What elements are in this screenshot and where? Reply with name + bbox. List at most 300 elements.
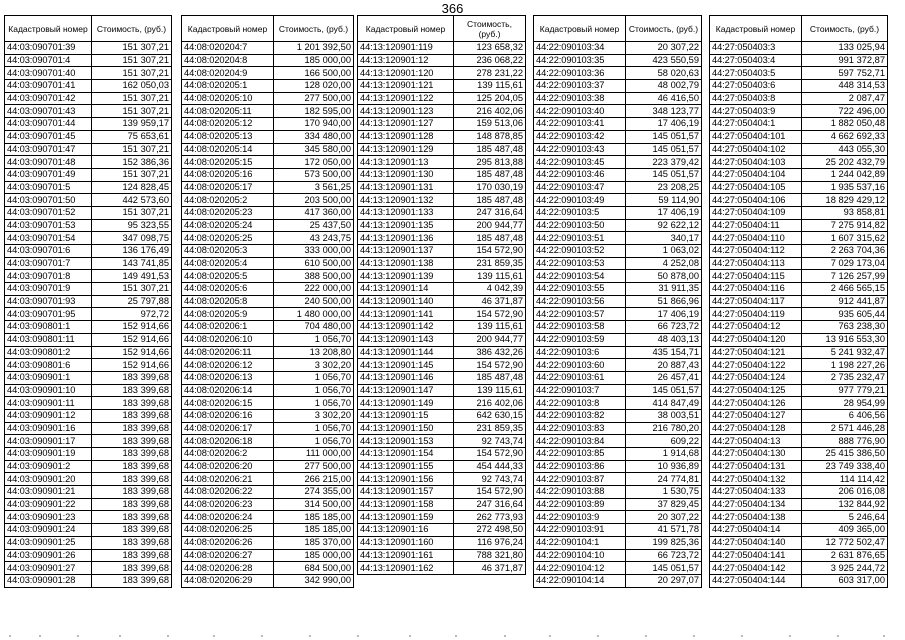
- table-row: [182, 54, 354, 67]
- cadastral-number-cell: 44:13:120901:144: [358, 346, 454, 359]
- cost-cell: 888 776,90: [802, 435, 888, 448]
- cost-cell: 116 976,24: [454, 536, 526, 549]
- cost-cell: 151 307,21: [92, 168, 172, 181]
- cadastral-number-cell: 44:13:120901:147: [358, 384, 454, 397]
- table-row: [182, 181, 354, 194]
- cost-cell: 1 935 537,16: [802, 181, 888, 194]
- cadastral-number-cell: 44:13:120901:146: [358, 371, 454, 384]
- cost-cell: 2 631 876,65: [802, 549, 888, 562]
- cadastral-number-cell: 44:08:020205:9: [182, 308, 274, 321]
- table-row: [710, 549, 888, 562]
- table-row: [710, 308, 888, 321]
- cost-cell: 145 051,57: [626, 130, 702, 143]
- table-row: [182, 574, 354, 587]
- cost-cell: 1 056,70: [274, 371, 354, 384]
- cadastral-number-cell: 44:27:050404:106: [710, 194, 802, 207]
- table-row: [182, 118, 354, 131]
- cost-cell: 13 916 553,30: [802, 333, 888, 346]
- table-row: [358, 168, 526, 181]
- table-row: [5, 232, 172, 245]
- table-row: [534, 498, 702, 511]
- cost-table: [709, 15, 888, 588]
- cost-cell: 151 307,21: [92, 105, 172, 118]
- cadastral-number-cell: 44:03:090701:42: [5, 92, 92, 105]
- cadastral-number-cell: 44:22:090103:7: [534, 384, 626, 397]
- cadastral-number-cell: 44:27:050403:3: [710, 42, 802, 55]
- header-cost: Стоимость, (руб.): [274, 16, 354, 42]
- cadastral-number-cell: 44:13:120901:161: [358, 549, 454, 562]
- cost-cell: 454 444,33: [454, 460, 526, 473]
- cost-cell: 25 202 432,79: [802, 156, 888, 169]
- cost-cell: 95 323,55: [92, 219, 172, 232]
- table-row: [710, 486, 888, 499]
- cost-cell: 145 051,57: [626, 384, 702, 397]
- table-row: [710, 498, 888, 511]
- cost-cell: 151 307,21: [92, 283, 172, 296]
- cadastral-number-cell: 44:08:020205:12: [182, 118, 274, 131]
- table-row: [710, 511, 888, 524]
- cost-cell: 20 297,07: [626, 574, 702, 587]
- cost-cell: 295 813,88: [454, 156, 526, 169]
- table-row: [358, 473, 526, 486]
- table-row: [534, 105, 702, 118]
- cost-cell: 763 238,30: [802, 321, 888, 334]
- cost-cell: 183 399,68: [92, 549, 172, 562]
- cadastral-number-cell: 44:13:120901:131: [358, 181, 454, 194]
- cost-cell: 17 406,19: [626, 118, 702, 131]
- table-row: [5, 346, 172, 359]
- cadastral-number-cell: 44:22:090103:60: [534, 359, 626, 372]
- cost-cell: 125 204,05: [454, 92, 526, 105]
- table-row: [358, 524, 526, 537]
- table-row: [182, 232, 354, 245]
- table-row: [358, 42, 526, 55]
- cadastral-number-cell: 44:22:090103:53: [534, 257, 626, 270]
- cost-cell: 145 051,57: [626, 562, 702, 575]
- cost-cell: 123 658,32: [454, 42, 526, 55]
- cadastral-number-cell: 44:08:020205:5: [182, 270, 274, 283]
- cadastral-number-cell: 44:22:090103:38: [534, 92, 626, 105]
- table-row: [534, 118, 702, 131]
- table-row: [710, 283, 888, 296]
- table-row: [5, 486, 172, 499]
- cadastral-number-cell: 44:08:020206:13: [182, 371, 274, 384]
- table-row: [182, 473, 354, 486]
- table-row: [5, 435, 172, 448]
- cost-cell: 442 573,60: [92, 194, 172, 207]
- table-row: [534, 92, 702, 105]
- cost-cell: 3 925 244,72: [802, 562, 888, 575]
- table-row: [182, 486, 354, 499]
- cost-cell: 443 055,30: [802, 143, 888, 156]
- table-row: [534, 168, 702, 181]
- table-row: [5, 359, 172, 372]
- table-row: [5, 156, 172, 169]
- table-row: [182, 435, 354, 448]
- cadastral-number-cell: 44:08:020205:25: [182, 232, 274, 245]
- cadastral-number-cell: 44:22:090103:83: [534, 422, 626, 435]
- cost-cell: 240 500,00: [274, 295, 354, 308]
- cadastral-number-cell: 44:22:090103:55: [534, 283, 626, 296]
- cost-cell: 133 025,94: [802, 42, 888, 55]
- cost-cell: 200 944,77: [454, 333, 526, 346]
- table-row: [534, 549, 702, 562]
- table-row: [5, 524, 172, 537]
- cadastral-number-cell: 44:22:090103:40: [534, 105, 626, 118]
- cost-cell: 183 399,68: [92, 486, 172, 499]
- table-row: [710, 67, 888, 80]
- cost-cell: 4 042,39: [454, 283, 526, 296]
- table-row: [710, 448, 888, 461]
- cost-cell: 642 630,15: [454, 409, 526, 422]
- cadastral-number-cell: 44:27:050404:12: [710, 321, 802, 334]
- table-row: [182, 206, 354, 219]
- cost-cell: 435 154,71: [626, 346, 702, 359]
- cadastral-number-cell: 44:08:020206:10: [182, 333, 274, 346]
- cadastral-number-cell: 44:03:090901:12: [5, 409, 92, 422]
- cost-cell: 2 087,47: [802, 92, 888, 105]
- cadastral-number-cell: 44:22:090103:52: [534, 245, 626, 258]
- cadastral-number-cell: 44:22:090103:6: [534, 346, 626, 359]
- cadastral-number-cell: 44:22:090103:58: [534, 321, 626, 334]
- cadastral-number-cell: 44:22:090103:42: [534, 130, 626, 143]
- cost-cell: 31 911,35: [626, 283, 702, 296]
- table-row: [358, 536, 526, 549]
- cost-cell: 183 399,68: [92, 397, 172, 410]
- table-row: [534, 359, 702, 372]
- cost-cell: 17 406,19: [626, 308, 702, 321]
- table-row: [358, 270, 526, 283]
- table-row: [182, 422, 354, 435]
- cadastral-number-cell: 44:08:020206:24: [182, 511, 274, 524]
- cost-cell: 216 780,20: [626, 422, 702, 435]
- cost-cell: 185 185,00: [274, 524, 354, 537]
- cost-cell: 185 487,48: [454, 371, 526, 384]
- cost-cell: 199 825,36: [626, 536, 702, 549]
- cadastral-number-cell: 44:08:020205:24: [182, 219, 274, 232]
- table-row: [710, 435, 888, 448]
- cadastral-number-cell: 44:27:050404:13: [710, 435, 802, 448]
- table-row: [358, 130, 526, 143]
- cadastral-number-cell: 44:22:090103:46: [534, 168, 626, 181]
- cost-cell: 183 399,68: [92, 409, 172, 422]
- table-row: [710, 384, 888, 397]
- table-row: [534, 422, 702, 435]
- cost-cell: 17 406,19: [626, 206, 702, 219]
- table-row: [534, 42, 702, 55]
- table-row: [710, 257, 888, 270]
- table-row: [534, 194, 702, 207]
- table-row: [710, 42, 888, 55]
- cadastral-number-cell: 44:22:090103:9: [534, 511, 626, 524]
- cost-cell: 185 487,48: [454, 143, 526, 156]
- cost-cell: 185 370,00: [274, 536, 354, 549]
- cost-cell: 183 399,68: [92, 435, 172, 448]
- table-row: [534, 473, 702, 486]
- table-row: [710, 536, 888, 549]
- table-row: [710, 219, 888, 232]
- cadastral-number-cell: 44:27:050404:1: [710, 118, 802, 131]
- table-row: [534, 562, 702, 575]
- cadastral-number-cell: 44:27:050404:133: [710, 486, 802, 499]
- table-row: [710, 270, 888, 283]
- cadastral-number-cell: 44:27:050403:6: [710, 80, 802, 93]
- cost-cell: 200 944,77: [454, 219, 526, 232]
- cadastral-number-cell: 44:13:120901:127: [358, 118, 454, 131]
- cadastral-number-cell: 44:03:090801:11: [5, 333, 92, 346]
- cadastral-number-cell: 44:03:090801:6: [5, 359, 92, 372]
- cadastral-number-cell: 44:13:120901:137: [358, 245, 454, 258]
- cadastral-number-cell: 44:03:090701:8: [5, 270, 92, 283]
- table-row: [534, 409, 702, 422]
- cost-cell: 423 550,59: [626, 54, 702, 67]
- cost-cell: 231 859,35: [454, 422, 526, 435]
- cost-cell: 183 399,68: [92, 562, 172, 575]
- table-row: [358, 245, 526, 258]
- cost-cell: 92 622,12: [626, 219, 702, 232]
- cost-cell: 20 307,22: [626, 42, 702, 55]
- cost-cell: 132 844,92: [802, 498, 888, 511]
- table-row: [5, 371, 172, 384]
- table-row: [710, 524, 888, 537]
- table-row: [5, 498, 172, 511]
- cost-cell: 145 051,57: [626, 143, 702, 156]
- cadastral-number-cell: 44:08:020206:11: [182, 346, 274, 359]
- table-row: [534, 486, 702, 499]
- cadastral-number-cell: 44:03:090701:48: [5, 156, 92, 169]
- table-row: [182, 511, 354, 524]
- table-row: [534, 54, 702, 67]
- cost-cell: 145 051,57: [626, 168, 702, 181]
- cost-cell: 417 360,00: [274, 206, 354, 219]
- cadastral-number-cell: 44:03:090701:7: [5, 257, 92, 270]
- cadastral-number-cell: 44:27:050404:105: [710, 181, 802, 194]
- cost-cell: 185 487,48: [454, 168, 526, 181]
- cost-cell: 1 056,70: [274, 422, 354, 435]
- cadastral-number-cell: 44:13:120901:16: [358, 524, 454, 537]
- cadastral-number-cell: 44:27:050404:130: [710, 448, 802, 461]
- cost-cell: 1 056,70: [274, 384, 354, 397]
- table-row: [710, 321, 888, 334]
- cadastral-number-cell: 44:13:120901:121: [358, 80, 454, 93]
- table-row: [182, 384, 354, 397]
- table-row: [5, 562, 172, 575]
- table-row: [182, 194, 354, 207]
- cadastral-number-cell: 44:22:090104:10: [534, 549, 626, 562]
- table-row: [358, 498, 526, 511]
- table-row: [710, 168, 888, 181]
- cadastral-number-cell: 44:27:050404:110: [710, 232, 802, 245]
- table-row: [5, 92, 172, 105]
- table-row: [5, 54, 172, 67]
- table-row: [358, 448, 526, 461]
- cost-cell: 148 878,85: [454, 130, 526, 143]
- cadastral-number-cell: 44:08:020205:6: [182, 283, 274, 296]
- cadastral-number-cell: 44:03:090901:22: [5, 498, 92, 511]
- cadastral-number-cell: 44:27:050404:113: [710, 257, 802, 270]
- cadastral-number-cell: 44:27:050404:103: [710, 156, 802, 169]
- table-row: [5, 270, 172, 283]
- table-row: [358, 118, 526, 131]
- table-row: [358, 435, 526, 448]
- cadastral-number-cell: 44:03:090901:26: [5, 549, 92, 562]
- cost-cell: 185 487,48: [454, 232, 526, 245]
- cost-cell: 139 115,61: [454, 321, 526, 334]
- cadastral-number-cell: 44:03:090701:39: [5, 42, 92, 55]
- table-row: [710, 245, 888, 258]
- cost-cell: 151 307,21: [92, 67, 172, 80]
- table-row: [182, 371, 354, 384]
- cost-cell: 216 402,06: [454, 105, 526, 118]
- cadastral-number-cell: 44:27:050403:9: [710, 105, 802, 118]
- cost-cell: 1 882 050,48: [802, 118, 888, 131]
- cost-cell: 185 000,00: [274, 54, 354, 67]
- cadastral-number-cell: 44:22:090103:49: [534, 194, 626, 207]
- cost-cell: 912 441,87: [802, 295, 888, 308]
- cadastral-number-cell: 44:22:090103:89: [534, 498, 626, 511]
- cost-cell: 185 000,00: [274, 549, 354, 562]
- header-cadastral-number: Кадастровый номер: [358, 16, 454, 42]
- cost-cell: 1 607 315,62: [802, 232, 888, 245]
- cost-cell: 92 743,74: [454, 473, 526, 486]
- table-row: [358, 384, 526, 397]
- table-row: [534, 460, 702, 473]
- cadastral-number-cell: 44:13:120901:136: [358, 232, 454, 245]
- table-row: [5, 536, 172, 549]
- table-row: [534, 219, 702, 232]
- cadastral-number-cell: 44:22:090103:36: [534, 67, 626, 80]
- table-row: [710, 359, 888, 372]
- cadastral-number-cell: 44:22:090104:14: [534, 574, 626, 587]
- table-row: [710, 194, 888, 207]
- header-cost: Стоимость, (руб.): [802, 16, 888, 42]
- cadastral-number-cell: 44:03:090701:95: [5, 308, 92, 321]
- cadastral-number-cell: 44:22:090103:86: [534, 460, 626, 473]
- cadastral-number-cell: 44:08:020206:26: [182, 536, 274, 549]
- table-row: [534, 257, 702, 270]
- table-row: [358, 156, 526, 169]
- cadastral-number-cell: 44:13:120901:156: [358, 473, 454, 486]
- cadastral-number-cell: 44:22:090104:1: [534, 536, 626, 549]
- cadastral-number-cell: 44:03:090901:2: [5, 460, 92, 473]
- cost-cell: 935 605,44: [802, 308, 888, 321]
- cost-cell: 272 498,50: [454, 524, 526, 537]
- cost-cell: 58 020,63: [626, 67, 702, 80]
- table-row: [182, 308, 354, 321]
- cadastral-number-cell: 44:22:090103:45: [534, 156, 626, 169]
- table-row: [534, 384, 702, 397]
- cadastral-number-cell: 44:13:120901:135: [358, 219, 454, 232]
- cost-cell: 5 241 932,47: [802, 346, 888, 359]
- cost-cell: 139 115,61: [454, 270, 526, 283]
- cadastral-number-cell: 44:27:050404:134: [710, 498, 802, 511]
- table-row: [5, 283, 172, 296]
- cadastral-number-cell: 44:27:050404:14: [710, 524, 802, 537]
- table-row: [5, 397, 172, 410]
- cost-cell: 48 002,79: [626, 80, 702, 93]
- table-row: [182, 346, 354, 359]
- cadastral-number-cell: 44:13:120901:14: [358, 283, 454, 296]
- cadastral-number-cell: 44:22:090103:82: [534, 409, 626, 422]
- cadastral-number-cell: 44:22:090103:61: [534, 371, 626, 384]
- table-row: [710, 92, 888, 105]
- cadastral-number-cell: 44:03:090701:6: [5, 245, 92, 258]
- cost-cell: 7 275 914,82: [802, 219, 888, 232]
- cost-cell: 154 572,90: [454, 486, 526, 499]
- table-row: [182, 168, 354, 181]
- table-row: [710, 397, 888, 410]
- cadastral-number-cell: 44:13:120901:143: [358, 333, 454, 346]
- cadastral-number-cell: 44:03:090701:53: [5, 219, 92, 232]
- cadastral-number-cell: 44:08:020206:16: [182, 409, 274, 422]
- table-row: [5, 181, 172, 194]
- cost-cell: 10 936,89: [626, 460, 702, 473]
- table-row: [710, 371, 888, 384]
- cadastral-number-cell: 44:13:120901:120: [358, 67, 454, 80]
- table-row: [358, 371, 526, 384]
- cadastral-number-cell: 44:03:090701:44: [5, 118, 92, 131]
- cadastral-number-cell: 44:13:120901:141: [358, 308, 454, 321]
- table-row: [5, 219, 172, 232]
- cost-cell: 128 020,00: [274, 80, 354, 93]
- cost-cell: 183 399,68: [92, 536, 172, 549]
- cost-cell: 1 063,02: [626, 245, 702, 258]
- cadastral-number-cell: 44:08:020206:15: [182, 397, 274, 410]
- header-cost: Стоимость, (руб.): [626, 16, 702, 42]
- cadastral-number-cell: 44:27:050404:141: [710, 549, 802, 562]
- cost-cell: 152 914,66: [92, 359, 172, 372]
- cost-table: [4, 15, 172, 588]
- cost-cell: 183 399,68: [92, 473, 172, 486]
- cost-cell: 152 914,66: [92, 346, 172, 359]
- cost-cell: 139 115,61: [454, 384, 526, 397]
- table-row: [534, 333, 702, 346]
- cost-cell: 24 774,81: [626, 473, 702, 486]
- cost-cell: 154 572,90: [454, 359, 526, 372]
- cadastral-number-cell: 44:22:090103:5: [534, 206, 626, 219]
- cadastral-number-cell: 44:03:090901:16: [5, 422, 92, 435]
- cadastral-number-cell: 44:08:020205:3: [182, 245, 274, 258]
- cost-cell: 1 056,70: [274, 333, 354, 346]
- cadastral-number-cell: 44:03:090701:49: [5, 168, 92, 181]
- cost-cell: 23 208,25: [626, 181, 702, 194]
- cadastral-number-cell: 44:08:020205:23: [182, 206, 274, 219]
- cost-cell: 172 050,00: [274, 156, 354, 169]
- cost-cell: 972,72: [92, 308, 172, 321]
- table-row: [534, 574, 702, 587]
- cost-cell: 1 480 000,00: [274, 308, 354, 321]
- table-row: [534, 397, 702, 410]
- cadastral-number-cell: 44:03:090801:2: [5, 346, 92, 359]
- cadastral-number-cell: 44:08:020206:21: [182, 473, 274, 486]
- cost-cell: 183 399,68: [92, 511, 172, 524]
- cost-cell: 3 302,20: [274, 409, 354, 422]
- table-row: [5, 511, 172, 524]
- cadastral-number-cell: 44:03:090701:45: [5, 130, 92, 143]
- cost-cell: 143 741,85: [92, 257, 172, 270]
- table-row: [358, 257, 526, 270]
- cost-cell: 66 723,72: [626, 321, 702, 334]
- cadastral-number-cell: 44:27:050404:127: [710, 409, 802, 422]
- header-cadastral-number: Кадастровый номер: [5, 16, 92, 42]
- cadastral-number-cell: 44:27:050404:132: [710, 473, 802, 486]
- cadastral-number-cell: 44:03:090701:93: [5, 295, 92, 308]
- table-row: [710, 422, 888, 435]
- table-row: [534, 435, 702, 448]
- cadastral-number-cell: 44:03:090701:50: [5, 194, 92, 207]
- cost-cell: 26 457,41: [626, 371, 702, 384]
- cost-cell: 25 415 386,50: [802, 448, 888, 461]
